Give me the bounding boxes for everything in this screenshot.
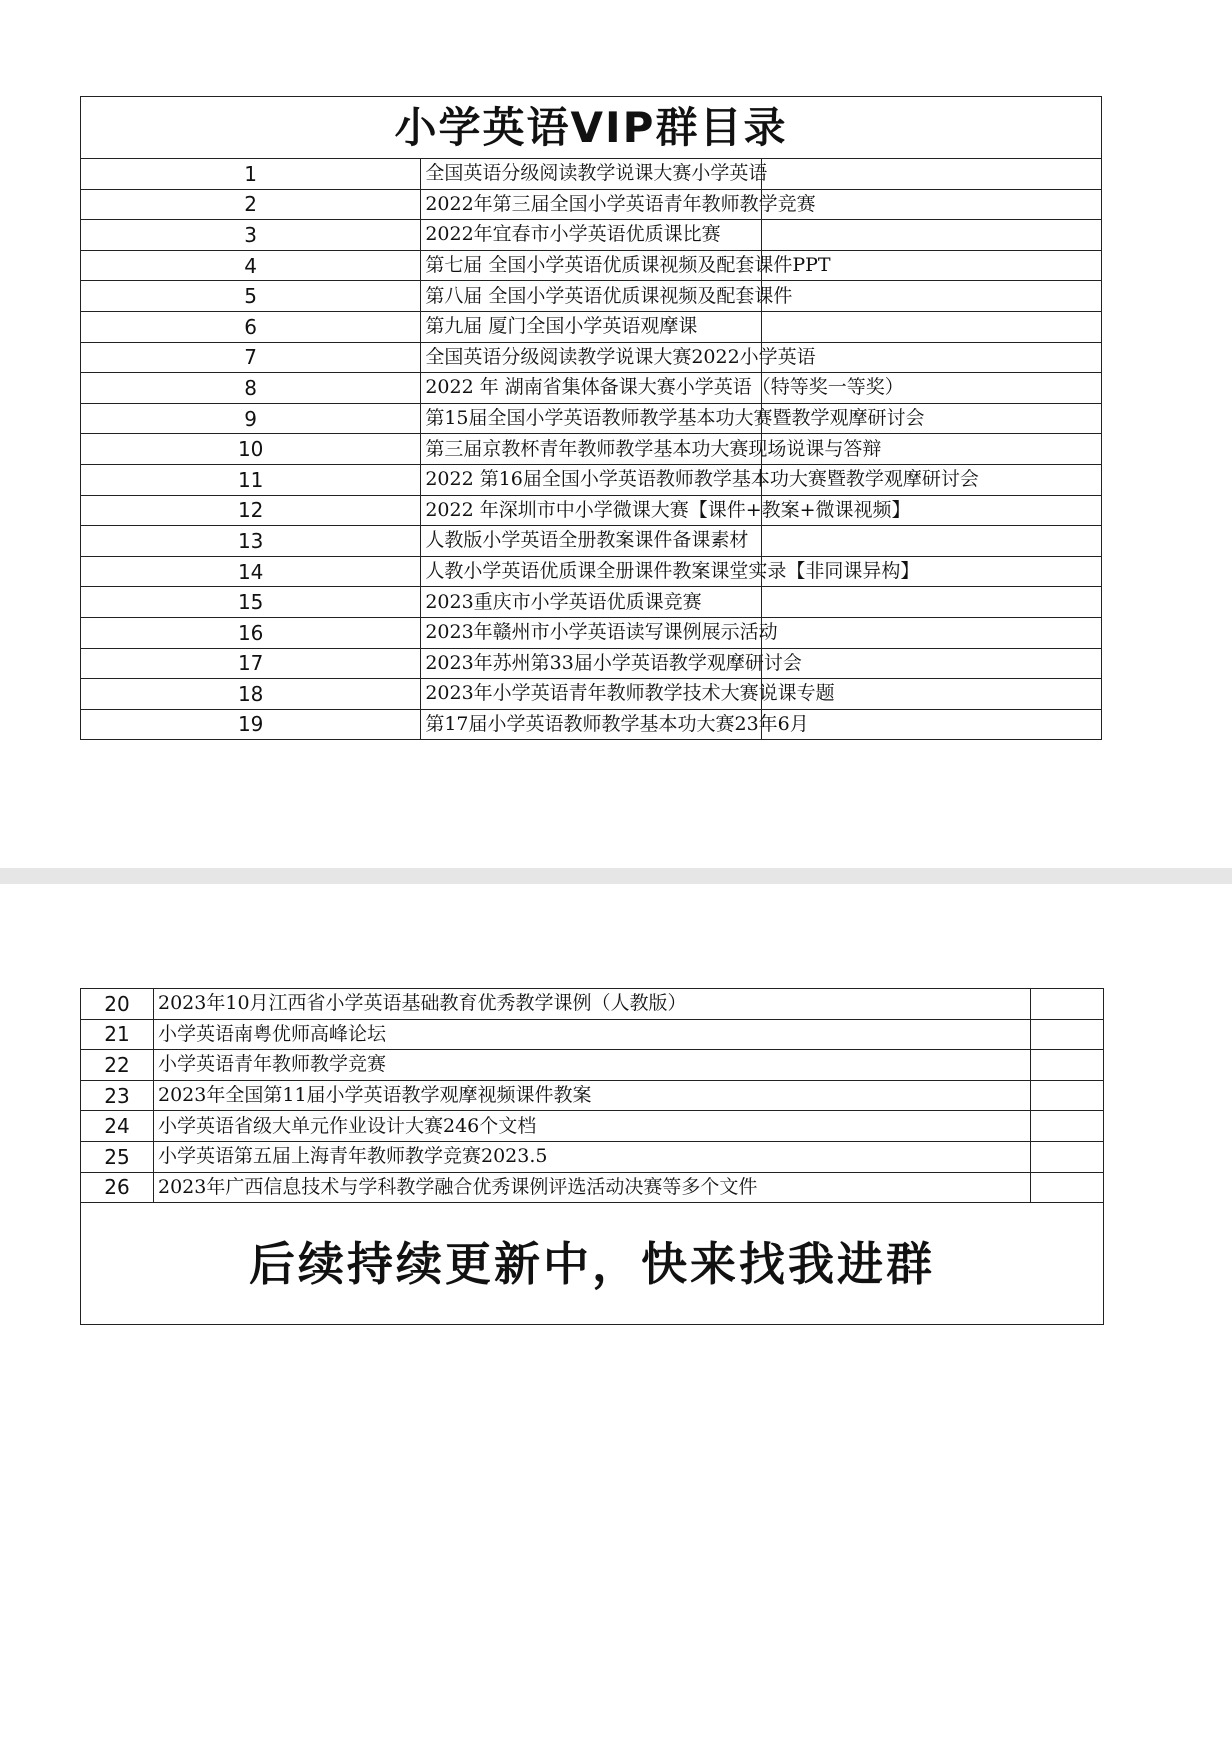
row-number: 4 <box>81 250 421 281</box>
table-row <box>81 281 1102 312</box>
page-separator <box>0 868 1232 884</box>
row-title: 第九届 厦门全国小学英语观摩课 <box>421 311 761 342</box>
catalog-table-page1 <box>80 96 1102 740</box>
row-number: 8 <box>81 373 421 404</box>
title-row <box>81 97 1102 159</box>
row-title: 人教版小学英语全册教案课件备课素材 <box>421 526 761 557</box>
row-empty-cell <box>761 648 1101 679</box>
row-number: 5 <box>81 281 421 312</box>
table-row <box>81 495 1102 526</box>
table-row <box>81 1019 1104 1050</box>
row-title: 2023年10月江西省小学英语基础教育优秀教学课例（人教版） <box>154 989 1031 1020</box>
row-number: 18 <box>81 679 421 710</box>
row-title: 小学英语省级大单元作业设计大赛246个文档 <box>154 1111 1031 1142</box>
table-row <box>81 342 1102 373</box>
row-empty-cell <box>761 587 1101 618</box>
row-title: 第八届 全国小学英语优质课视频及配套课件 <box>421 281 761 312</box>
table-row <box>81 403 1102 434</box>
row-number: 21 <box>81 1019 154 1050</box>
footer-row <box>81 1203 1104 1325</box>
row-empty-cell <box>1031 989 1104 1020</box>
row-number: 20 <box>81 989 154 1020</box>
row-title: 2022年宜春市小学英语优质课比赛 <box>421 220 761 251</box>
row-empty-cell <box>761 526 1101 557</box>
table-row <box>81 679 1102 710</box>
catalog-title: 小学英语VIP群目录 <box>81 97 1102 159</box>
row-number: 11 <box>81 464 421 495</box>
row-title: 2023年广西信息技术与学科教学融合优秀课例评选活动决赛等多个文件 <box>154 1172 1031 1203</box>
row-number: 12 <box>81 495 421 526</box>
table-row <box>81 250 1102 281</box>
table-row <box>81 159 1102 190</box>
row-empty-cell <box>1031 1111 1104 1142</box>
row-number: 7 <box>81 342 421 373</box>
table-row <box>81 189 1102 220</box>
row-empty-cell <box>761 617 1101 648</box>
row-number: 19 <box>81 709 421 740</box>
table-row <box>81 464 1102 495</box>
row-title: 2022 年 湖南省集体备课大赛小学英语（特等奖一等奖） <box>421 373 761 404</box>
row-number: 6 <box>81 311 421 342</box>
row-number: 23 <box>81 1080 154 1111</box>
row-title: 第15届全国小学英语教师教学基本功大赛暨教学观摩研讨会 <box>421 403 761 434</box>
table-row <box>81 526 1102 557</box>
row-title: 人教小学英语优质课全册课件教案课堂实录【非同课异构】 <box>421 556 761 587</box>
row-empty-cell <box>761 281 1101 312</box>
row-empty-cell <box>761 159 1101 190</box>
row-number: 25 <box>81 1141 154 1172</box>
table-row <box>81 587 1102 618</box>
table-row <box>81 1172 1104 1203</box>
table-row <box>81 1141 1104 1172</box>
row-title: 小学英语青年教师教学竞赛 <box>154 1050 1031 1081</box>
row-empty-cell <box>1031 1050 1104 1081</box>
row-title: 小学英语第五届上海青年教师教学竞赛2023.5 <box>154 1141 1031 1172</box>
row-title: 第三届京教杯青年教师教学基本功大赛现场说课与答辩 <box>421 434 761 465</box>
catalog-table-page2 <box>80 988 1104 1325</box>
table-row <box>81 220 1102 251</box>
row-title: 全国英语分级阅读教学说课大赛2022小学英语 <box>421 342 761 373</box>
row-title: 小学英语南粤优师高峰论坛 <box>154 1019 1031 1050</box>
row-number: 26 <box>81 1172 154 1203</box>
row-empty-cell <box>761 311 1101 342</box>
row-title: 2023重庆市小学英语优质课竞赛 <box>421 587 761 618</box>
table-row <box>81 1111 1104 1142</box>
row-number: 1 <box>81 159 421 190</box>
row-number: 10 <box>81 434 421 465</box>
row-empty-cell <box>761 220 1101 251</box>
row-number: 22 <box>81 1050 154 1081</box>
row-title: 全国英语分级阅读教学说课大赛小学英语 <box>421 159 761 190</box>
row-number: 13 <box>81 526 421 557</box>
row-title: 第七届 全国小学英语优质课视频及配套课件PPT <box>421 250 761 281</box>
row-empty-cell <box>1031 1019 1104 1050</box>
row-number: 2 <box>81 189 421 220</box>
row-number: 15 <box>81 587 421 618</box>
table-row <box>81 989 1104 1020</box>
row-number: 9 <box>81 403 421 434</box>
row-title: 2023年赣州市小学英语读写课例展示活动 <box>421 617 761 648</box>
row-number: 14 <box>81 556 421 587</box>
row-title: 2022 年深圳市中小学微课大赛【课件+教案+微课视频】 <box>421 495 761 526</box>
row-title: 2022年第三届全国小学英语青年教师教学竞赛 <box>421 189 761 220</box>
row-title: 第17届小学英语教师教学基本功大赛23年6月 <box>421 709 761 740</box>
row-number: 24 <box>81 1111 154 1142</box>
table-row <box>81 648 1102 679</box>
table-row <box>81 373 1102 404</box>
row-empty-cell <box>1031 1172 1104 1203</box>
row-title: 2023年苏州第33届小学英语教学观摩研讨会 <box>421 648 761 679</box>
table-row <box>81 1080 1104 1111</box>
table-row <box>81 617 1102 648</box>
row-empty-cell <box>1031 1141 1104 1172</box>
table-row <box>81 434 1102 465</box>
row-empty-cell <box>761 709 1101 740</box>
footer-note: 后续持续更新中，快来找我进群 <box>81 1203 1104 1325</box>
row-number: 16 <box>81 617 421 648</box>
row-number: 3 <box>81 220 421 251</box>
table-row <box>81 556 1102 587</box>
row-title: 2023年小学英语青年教师教学技术大赛说课专题 <box>421 679 761 710</box>
table-row <box>81 311 1102 342</box>
row-number: 17 <box>81 648 421 679</box>
table-row <box>81 1050 1104 1081</box>
row-title: 2022 第16届全国小学英语教师教学基本功大赛暨教学观摩研讨会 <box>421 464 761 495</box>
table-row <box>81 709 1102 740</box>
row-empty-cell <box>1031 1080 1104 1111</box>
row-title: 2023年全国第11届小学英语教学观摩视频课件教案 <box>154 1080 1031 1111</box>
